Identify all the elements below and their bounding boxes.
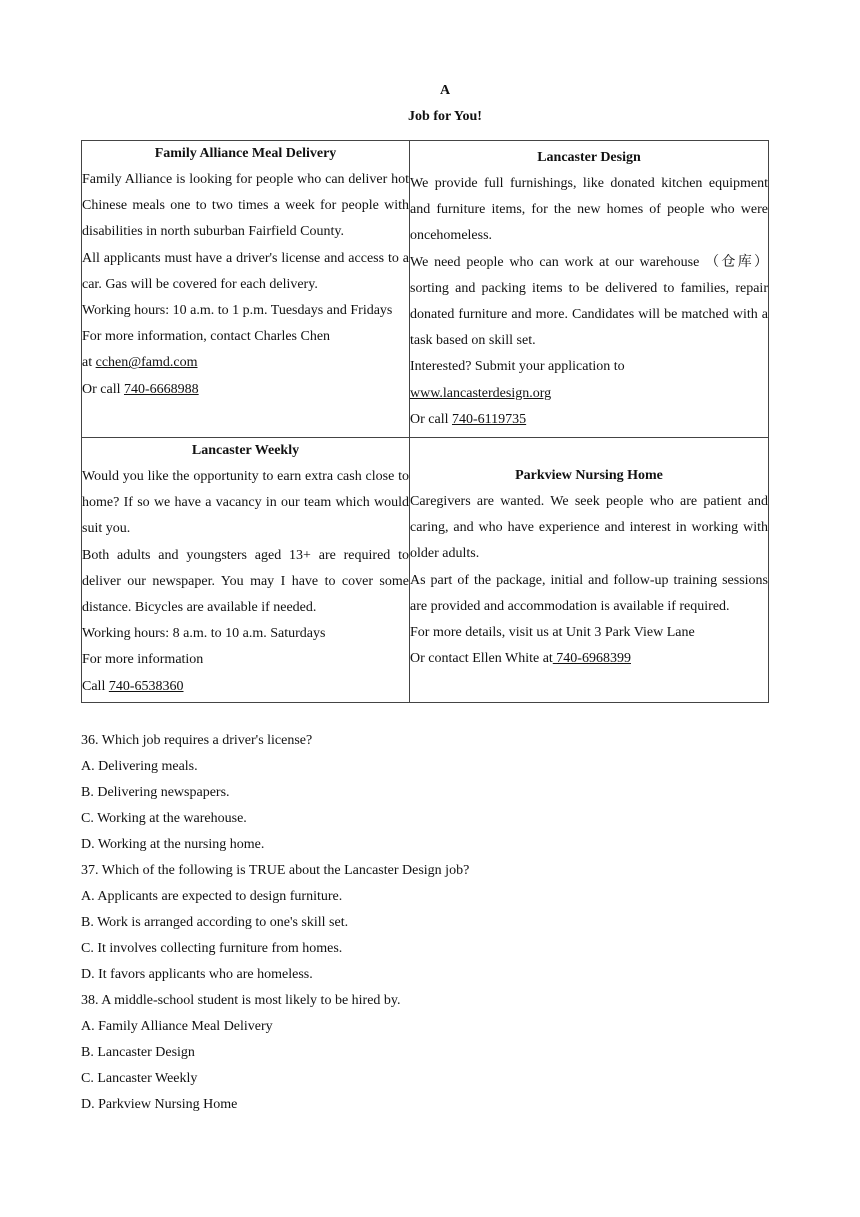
job-ads-table: [81, 140, 769, 703]
phone-line: [82, 377, 409, 403]
question-stem: 38. A middle-school student is most likely to be hired by.: [81, 993, 401, 1008]
ad-text: We need people who can work at our warehouse （仓库）sorting and packing items to be delivered to families, repair donated furniture and more. Candidates will be matched with a task based on skill set.: [410, 254, 768, 349]
ad-text: For more information, contact Charles Chen: [82, 329, 331, 345]
call-prefix: Call: [82, 678, 109, 694]
option-d: D. Parkview Nursing Home: [81, 1097, 238, 1112]
phone-line: [410, 407, 768, 433]
option-b: B. Delivering newspapers.: [81, 785, 230, 800]
ad-text: Family Alliance is looking for people who can deliver hot Chinese meals one to two times a week for people with disabilities in north suburban Fairfield County.: [82, 172, 409, 240]
option-a: A. Delivering meals.: [81, 759, 198, 774]
call-prefix: Or call: [410, 411, 452, 427]
ad-text: Working hours: 8 a.m. to 10 a.m. Saturdays: [82, 626, 326, 642]
ad-body: [82, 464, 409, 700]
contact-prefix: at: [82, 355, 96, 371]
ad-body: [82, 167, 409, 403]
ad-text: All applicants must have a driver's license and access to a car. Gas will be covered for each delivery.: [82, 250, 409, 292]
option-d: D. Working at the nursing home.: [81, 837, 265, 852]
table-row: [82, 438, 769, 703]
ad-body: [410, 171, 768, 433]
page-title: Job for You!: [408, 109, 482, 124]
ad-text: Would you like the opportunity to earn extra cash close to home? If so we have a vacancy in our team which would suit you.: [82, 469, 409, 537]
ad-text: Interested? Submit your application to: [410, 359, 625, 375]
ad-text: For more information: [82, 652, 204, 668]
option-a: A. Applicants are expected to design furniture.: [81, 889, 343, 904]
option-c: C. It involves collecting furniture from homes.: [81, 941, 343, 956]
question-stem: 37. Which of the following is TRUE about the Lancaster Design job?: [81, 863, 470, 878]
ad-title: Lancaster Weekly: [191, 443, 300, 458]
section-letter: A: [439, 83, 451, 98]
ad-title: Family Alliance Meal Delivery: [154, 146, 337, 161]
contact-line: [410, 381, 768, 407]
ad-lancaster-design: [410, 141, 769, 438]
contact-line: [82, 350, 409, 376]
ad-body: [410, 489, 768, 672]
phone-line: [82, 674, 409, 700]
table-row: [82, 141, 769, 438]
call-prefix: Or call: [82, 381, 124, 397]
ad-title: Lancaster Design: [537, 150, 641, 165]
ad-family-alliance: [82, 141, 410, 438]
ad-text: Working hours: 10 a.m. to 1 p.m. Tuesdays and Fridays: [82, 303, 393, 319]
phone-link[interactable]: 740-6538360: [108, 678, 184, 694]
ad-text: We provide full furnishings, like donated kitchen equipment and furniture items, for the new homes of people who were oncehomeless.: [410, 176, 768, 244]
option-a: A. Family Alliance Meal Delivery: [81, 1019, 273, 1034]
question-stem: 36. Which job requires a driver's license?: [81, 733, 313, 748]
phone-line: [410, 646, 768, 672]
option-b: B. Lancaster Design: [81, 1045, 195, 1060]
website-link[interactable]: www.lancasterdesign.org: [410, 385, 552, 401]
ad-parkview-nursing: [410, 438, 769, 703]
option-c: C. Lancaster Weekly: [81, 1071, 198, 1086]
questions-section: [81, 728, 781, 1118]
ad-title: Parkview Nursing Home: [515, 468, 663, 483]
option-c: C. Working at the warehouse.: [81, 811, 247, 826]
ad-text: As part of the package, initial and follow-up training sessions are provided and accommodation is available if required.: [410, 572, 768, 614]
ad-text: Both adults and youngsters aged 13+ are required to deliver our newspaper. You may I have to cover some distance. Bicycles are available if needed.: [82, 547, 409, 616]
option-d: D. It favors applicants who are homeless.: [81, 967, 313, 982]
ad-text: For more details, visit us at Unit 3 Park View Lane: [410, 625, 695, 641]
email-link[interactable]: cchen@famd.com: [95, 355, 198, 371]
option-b: B. Work is arranged according to one's skill set.: [81, 915, 349, 930]
call-prefix: Or contact Ellen White at: [410, 651, 553, 667]
ad-text: Caregivers are wanted. We seek people who are patient and caring, and who have experience and interest in working with older adults.: [410, 494, 768, 562]
phone-link[interactable]: 740-6968399: [552, 651, 631, 667]
ad-lancaster-weekly: [82, 438, 410, 703]
phone-link[interactable]: 740-6668988: [123, 381, 199, 397]
phone-link[interactable]: 740-6119735: [451, 411, 527, 427]
